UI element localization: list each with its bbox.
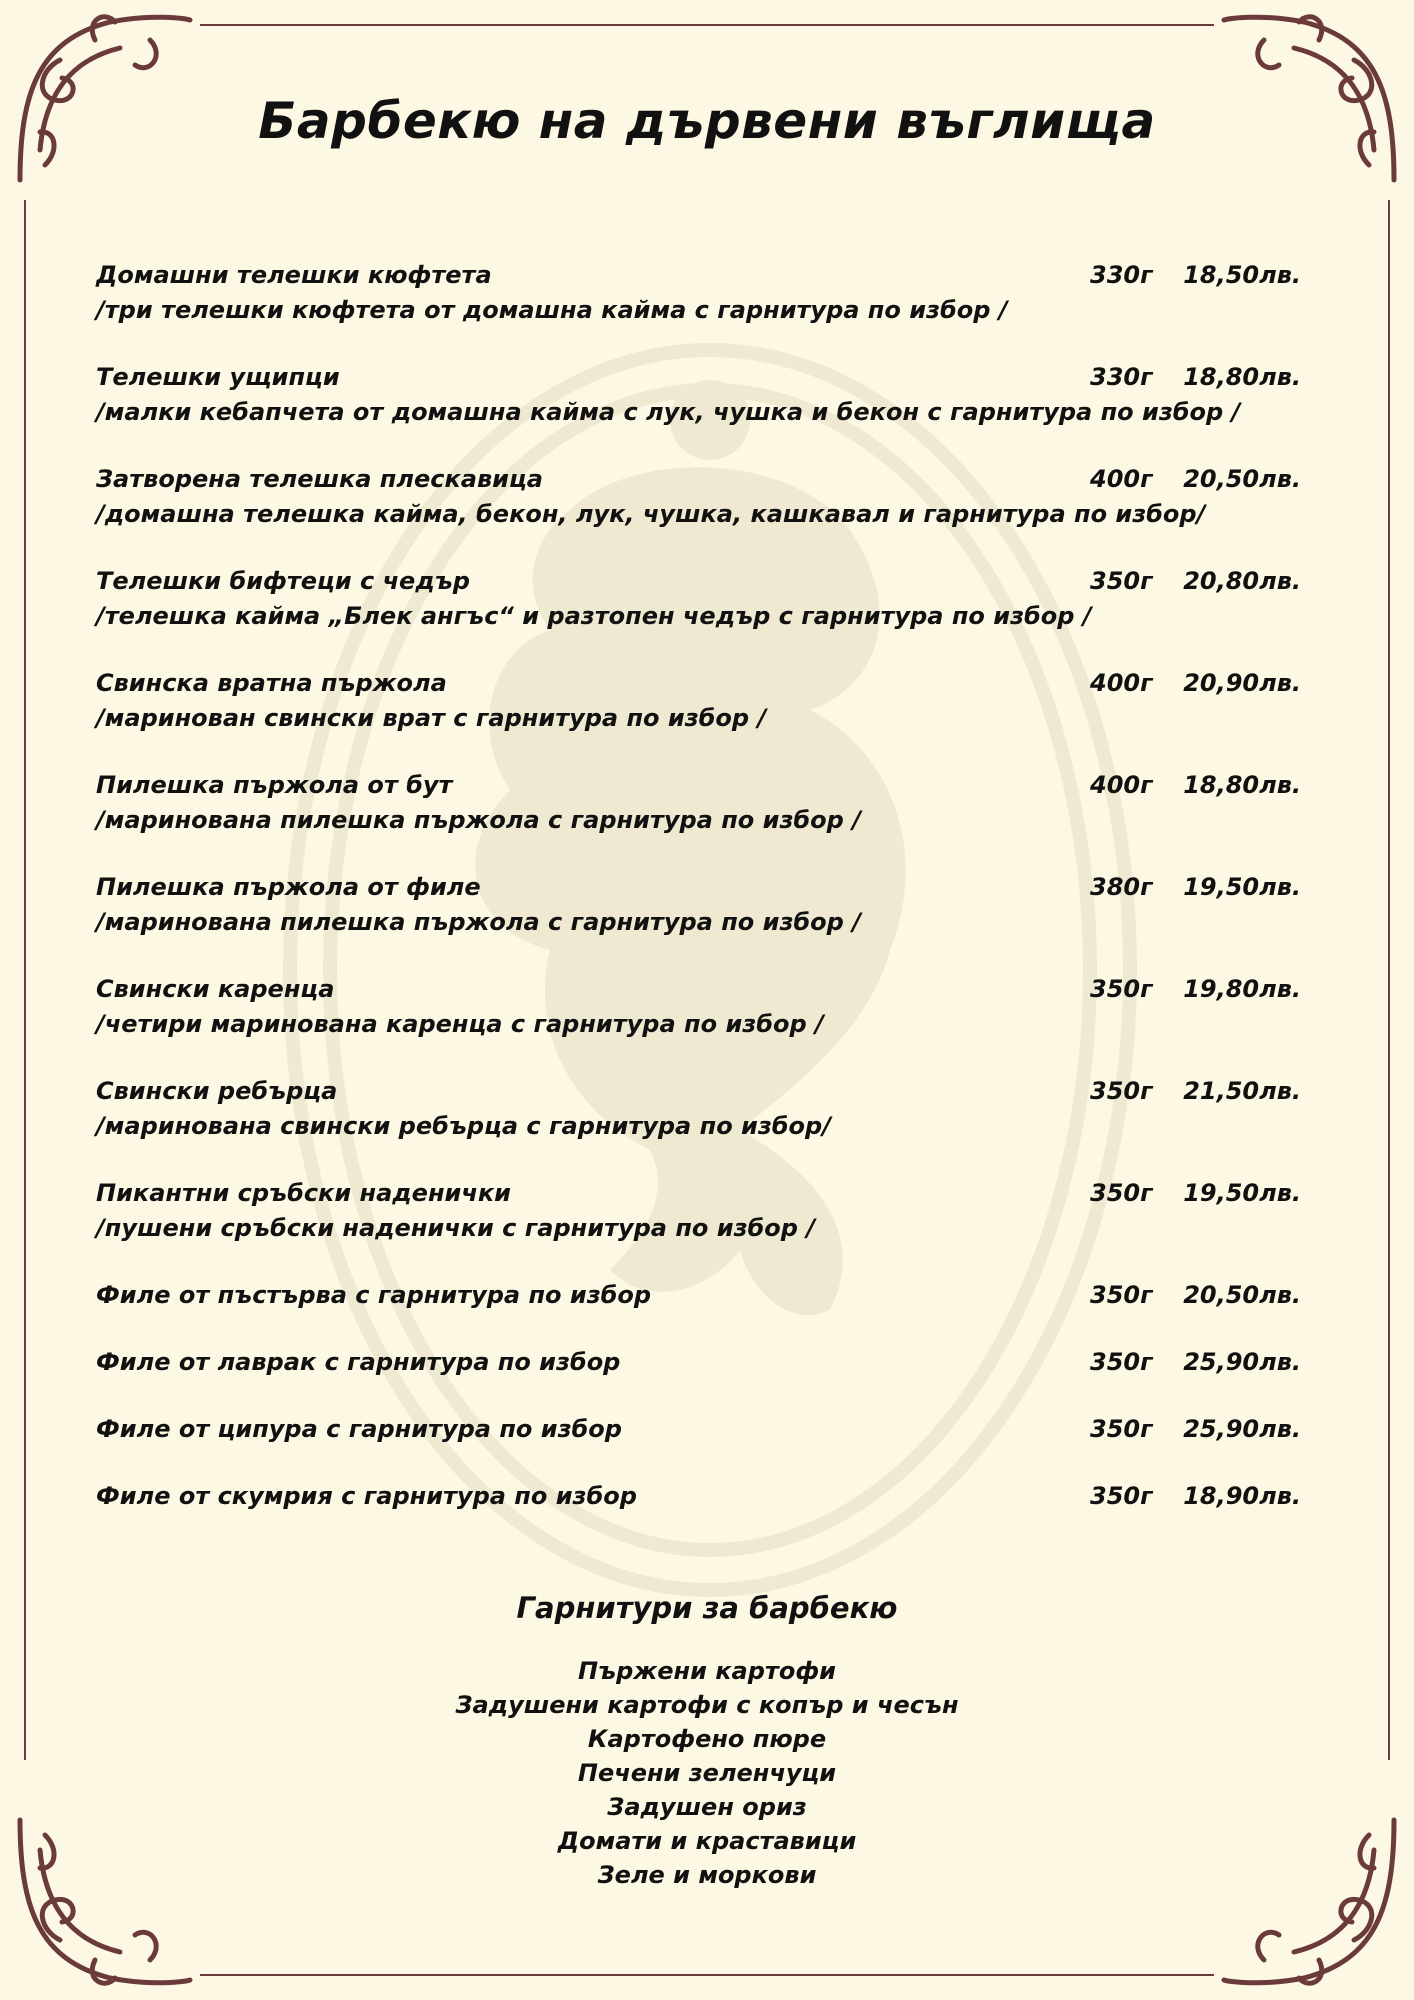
side-item: Зеле и моркови xyxy=(597,1861,817,1889)
item-description: /три телешки кюфтета от домашна кайма с гарнитура по избор / xyxy=(96,296,1008,324)
menu-item xyxy=(96,1479,1301,1546)
item-weight: 350г xyxy=(1090,975,1153,1003)
menu-item xyxy=(96,462,1301,564)
item-weight: 350г xyxy=(1090,1179,1153,1207)
item-price: 19,50лв. xyxy=(1183,873,1301,901)
menu-item xyxy=(96,768,1301,870)
side-item: Пържени картофи xyxy=(578,1657,836,1685)
item-description: /домашна телешка кайма, бекон, лук, чушка, кашкавал и гарнитура по избор/ xyxy=(96,500,1206,528)
sides-title: Гарнитури за барбекю xyxy=(516,1591,898,1625)
item-weight: 400г xyxy=(1090,669,1153,697)
item-weight: 350г xyxy=(1090,1348,1153,1376)
item-name: Филе от пъстърва с гарнитура по избор xyxy=(96,1281,652,1309)
item-description: /маринована пилешка пържола с гарнитура по избор / xyxy=(96,806,861,834)
item-description: /четири маринована каренца с гарнитура по избор / xyxy=(96,1010,824,1038)
item-weight: 330г xyxy=(1090,261,1153,289)
item-name: Телешки ущипци xyxy=(96,363,340,391)
menu-item xyxy=(96,258,1301,360)
left-border-line xyxy=(24,200,26,1760)
item-weight: 380г xyxy=(1090,873,1153,901)
side-item: Домати и краставици xyxy=(557,1827,857,1855)
menu-item xyxy=(96,1176,1301,1278)
item-price: 18,80лв. xyxy=(1183,363,1301,391)
item-price: 25,90лв. xyxy=(1183,1415,1301,1443)
item-price: 18,50лв. xyxy=(1183,261,1301,289)
bottom-border-line xyxy=(200,1974,1214,1976)
item-weight: 330г xyxy=(1090,363,1153,391)
item-weight: 350г xyxy=(1090,1482,1153,1510)
item-name: Филе от лаврак с гарнитура по избор xyxy=(96,1348,621,1376)
item-name: Затворена телешка плескавица xyxy=(96,465,543,493)
item-weight: 400г xyxy=(1090,771,1153,799)
menu-item xyxy=(96,666,1301,768)
item-name: Филе от скумрия с гарнитура по избор xyxy=(96,1482,637,1510)
item-name: Свински каренца xyxy=(96,975,335,1003)
sides-section xyxy=(0,1588,1414,1892)
item-name: Пилешка пържола от бут xyxy=(96,771,453,799)
menu-item xyxy=(96,1412,1301,1479)
item-price: 20,50лв. xyxy=(1183,465,1301,493)
item-weight: 400г xyxy=(1090,465,1153,493)
item-description: /маринована свински ребърца с гарнитура по избор/ xyxy=(96,1112,831,1140)
menu-item xyxy=(96,1074,1301,1176)
item-description: /маринована пилешка пържола с гарнитура по избор / xyxy=(96,908,861,936)
item-price: 20,50лв. xyxy=(1183,1281,1301,1309)
item-price: 19,80лв. xyxy=(1183,975,1301,1003)
page-title: Барбекю на дървени въглища xyxy=(258,92,1156,150)
item-name: Пикантни сръбски наденички xyxy=(96,1179,511,1207)
item-description: /малки кебапчета от домашна кайма с лук, чушка и бекон с гарнитура по избор / xyxy=(96,398,1241,426)
side-item: Печени зеленчуци xyxy=(577,1759,837,1787)
item-weight: 350г xyxy=(1090,567,1153,595)
menu-item xyxy=(96,1278,1301,1345)
item-name: Телешки бифтеци с чедър xyxy=(96,567,470,595)
menu-item xyxy=(96,1345,1301,1412)
item-weight: 350г xyxy=(1090,1077,1153,1105)
side-item: Задушени картофи с копър и чесън xyxy=(455,1691,959,1719)
item-name: Домашни телешки кюфтета xyxy=(96,261,492,289)
menu-item xyxy=(96,564,1301,666)
top-border-line xyxy=(200,24,1214,26)
item-name: Свински ребърца xyxy=(96,1077,338,1105)
item-name: Свинска вратна пържола xyxy=(96,669,447,697)
menu-item xyxy=(96,360,1301,462)
menu-list xyxy=(96,258,1301,1546)
item-weight: 350г xyxy=(1090,1415,1153,1443)
menu-item xyxy=(96,870,1301,972)
item-price: 18,80лв. xyxy=(1183,771,1301,799)
item-price: 25,90лв. xyxy=(1183,1348,1301,1376)
side-item: Картофено пюре xyxy=(587,1725,827,1753)
item-weight: 350г xyxy=(1090,1281,1153,1309)
item-price: 21,50лв. xyxy=(1183,1077,1301,1105)
item-price: 20,80лв. xyxy=(1183,567,1301,595)
sides-list xyxy=(0,1654,1414,1892)
item-description: /маринован свински врат с гарнитура по избор / xyxy=(96,704,767,732)
item-description: /пушени сръбски наденички с гарнитура по избор / xyxy=(96,1214,816,1242)
right-border-line xyxy=(1388,200,1390,1760)
item-price: 19,50лв. xyxy=(1183,1179,1301,1207)
item-price: 18,90лв. xyxy=(1183,1482,1301,1510)
side-item: Задушен ориз xyxy=(607,1793,807,1821)
menu-item xyxy=(96,972,1301,1074)
item-description: /телешка кайма „Блек ангъс“ и разтопен чедър с гарнитура по избор / xyxy=(96,602,1092,630)
item-name: Пилешка пържола от филе xyxy=(96,873,481,901)
item-price: 20,90лв. xyxy=(1183,669,1301,697)
item-name: Филе от ципура с гарнитура по избор xyxy=(96,1415,622,1443)
